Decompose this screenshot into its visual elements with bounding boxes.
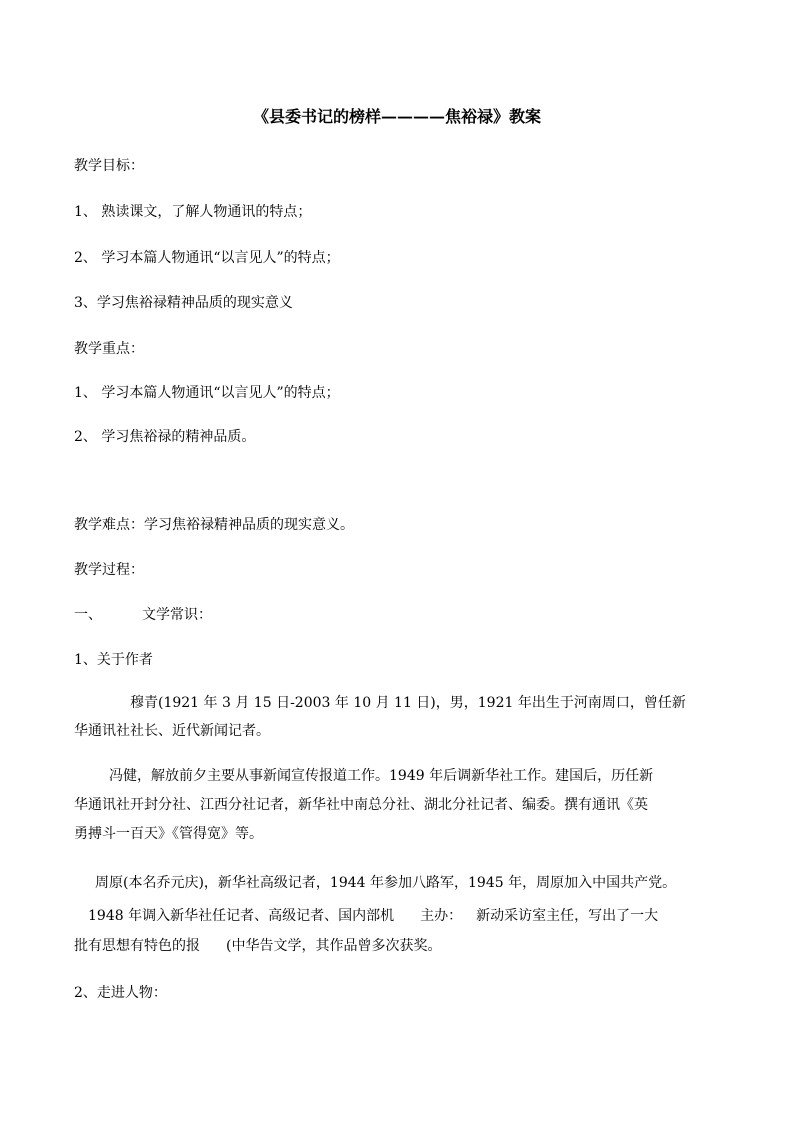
- zhou-yuan-line-2-part-1: 1948 年调入新华社任记者、高级记者、国内部机: [88, 908, 395, 924]
- zhou-yuan-paragraph-line-2: [88, 906, 658, 926]
- goals-heading: 教学目标：: [74, 158, 144, 174]
- feng-jian-paragraph-line-3: 勇搏斗一百天》《管得宽》等。: [74, 826, 263, 842]
- process-heading: 教学过程：: [74, 562, 144, 578]
- goal-item-3: 3、学习焦裕禄精神品质的现实意义: [74, 295, 293, 311]
- document-title: 《县委书记的榜样————焦裕禄》教案: [252, 107, 541, 126]
- section-one-heading: [74, 605, 212, 625]
- key-point-item-2: 2、 学习焦裕禄的精神品质。: [74, 429, 256, 445]
- about-author-heading: 1、关于作者: [74, 652, 153, 668]
- zhou-yuan-paragraph-line-1: 周原(本名乔元庆)，新华社高级记者，1944 年参加八路军，1945 年，周原加入中国共产党。: [95, 875, 677, 891]
- feng-jian-paragraph-line-2: 华通讯社开封分社、江西分社记者，新华社中南总分社、湖北分社记者、编委。撰有通讯《英: [74, 797, 648, 813]
- zhou-yuan-line-2-part-3: 新动采访室主任，写出了一大: [476, 908, 659, 924]
- section-one-title: 文学常识：: [142, 607, 212, 623]
- key-points-heading: 教学重点：: [74, 341, 144, 357]
- zhou-yuan-line-2-part-2: 主办：: [420, 908, 463, 924]
- difficulty-line: 教学难点：学习焦裕禄精神品质的现实意义。: [74, 517, 354, 533]
- goal-item-1: 1、 熟读课文，了解人物通讯的特点；: [74, 204, 312, 220]
- enter-character-heading: 2、走进人物：: [74, 985, 167, 1001]
- feng-jian-paragraph-line-1: 冯健，解放前夕主要从事新闻宣传报道工作。1949 年后调新华社工作。建国后，历任新: [109, 768, 654, 784]
- mu-qing-paragraph-line-1: 穆青(1921 年 3 月 15 日-2003 年 10 月 11 日)，男，1921 年出生于河南周口，曾任新: [130, 695, 686, 711]
- section-one-number: 一、: [74, 607, 102, 623]
- zhou-yuan-line-3-part-2: (中华告文学，其作品曾多次获奖。: [226, 938, 442, 954]
- key-point-item-1: 1、 学习本篇人物通讯“以言见人”的特点；: [74, 385, 340, 401]
- zhou-yuan-line-3-part-1: 批有思想有特色的报: [74, 938, 200, 954]
- mu-qing-paragraph-line-2: 华通讯社社长、近代新闻记者。: [74, 723, 270, 739]
- goal-item-2: 2、 学习本篇人物通讯“以言见人”的特点；: [74, 250, 340, 266]
- zhou-yuan-paragraph-line-3: [74, 936, 441, 956]
